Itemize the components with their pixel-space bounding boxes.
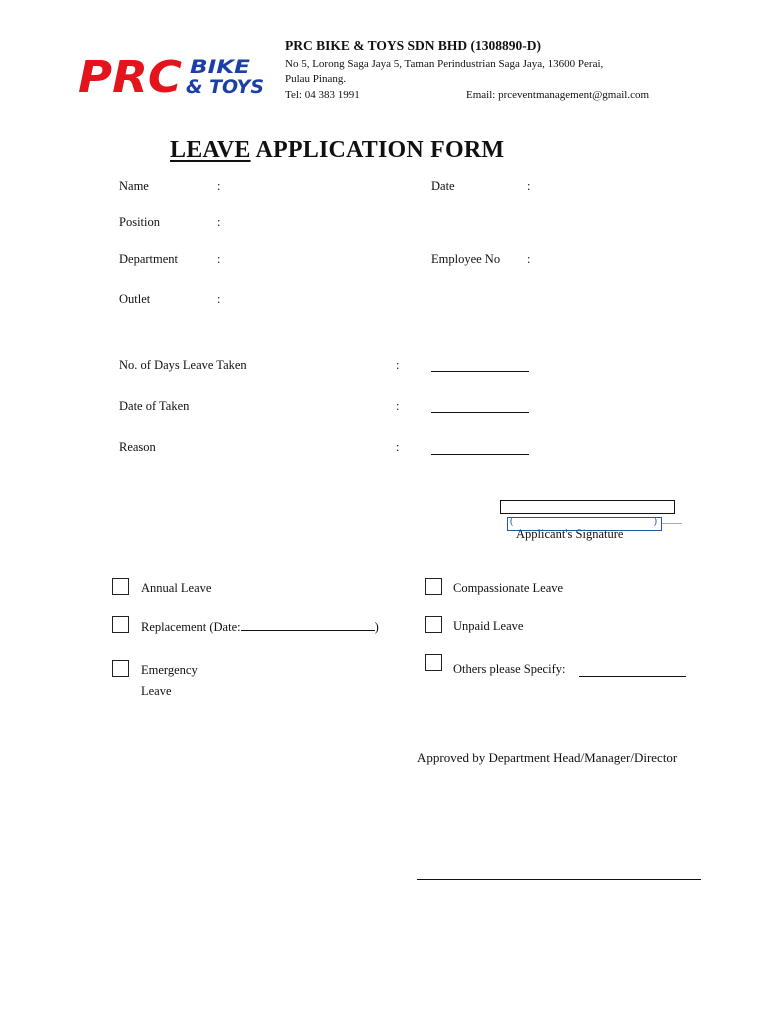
days-taken-field[interactable] bbox=[431, 371, 529, 372]
employee-no-label: Employee No bbox=[431, 252, 501, 266]
name-colon: : bbox=[217, 179, 221, 193]
company-name: PRC BIKE & TOYS SDN BHD (1308890-D) bbox=[285, 38, 542, 53]
date-taken-colon: : bbox=[396, 399, 400, 413]
company-email: Email: prceventmanagement@gmail.com bbox=[466, 89, 650, 101]
annual-leave-checkbox[interactable] bbox=[112, 578, 129, 595]
emergency-line-2: Leave bbox=[141, 684, 172, 698]
employee-no-colon: : bbox=[527, 252, 531, 266]
company-logo bbox=[78, 54, 266, 98]
reason-colon: : bbox=[396, 440, 400, 454]
logo-toys-text: & TOYS bbox=[186, 76, 264, 98]
replacement-leave-label bbox=[141, 619, 379, 635]
approved-by-label: Approved by Department Head/Manager/Director bbox=[417, 750, 678, 765]
date-colon: : bbox=[527, 179, 531, 193]
title-part-2: APPLICATION FORM bbox=[255, 137, 505, 163]
department-label: Department bbox=[119, 252, 179, 266]
emergency-leave-checkbox[interactable] bbox=[112, 660, 129, 677]
compassionate-leave-checkbox[interactable] bbox=[425, 578, 442, 595]
reason-label: Reason bbox=[119, 440, 156, 454]
emergency-leave-label bbox=[141, 660, 198, 702]
replacement-prefix: Replacement (Date: bbox=[141, 620, 241, 634]
company-tel: Tel: 04 383 1991 bbox=[285, 89, 360, 101]
address-line-1: No 5, Lorong Saga Jaya 5, Taman Perindustrian Saga Jaya, 13600 Perai, bbox=[285, 58, 604, 70]
unpaid-leave-checkbox[interactable] bbox=[425, 616, 442, 633]
name-label: Name bbox=[119, 179, 149, 193]
signature-connector bbox=[662, 523, 682, 524]
logo-prc-text: PRC bbox=[78, 54, 182, 98]
others-specify-field[interactable] bbox=[579, 676, 686, 677]
days-taken-label: No. of Days Leave Taken bbox=[119, 358, 247, 372]
others-leave-label: Others please Specify: bbox=[453, 662, 566, 676]
unpaid-leave-label: Unpaid Leave bbox=[453, 619, 524, 633]
others-leave-checkbox[interactable] bbox=[425, 654, 442, 671]
address-line-2: Pulau Pinang. bbox=[285, 73, 347, 85]
date-taken-label: Date of Taken bbox=[119, 399, 190, 413]
signature-open-paren: ( bbox=[510, 516, 514, 527]
outlet-label: Outlet bbox=[119, 292, 151, 306]
signature-label: Applicant's Signature bbox=[516, 527, 624, 541]
date-label: Date bbox=[431, 179, 455, 193]
replacement-suffix: ) bbox=[374, 620, 379, 634]
days-taken-colon: : bbox=[396, 358, 400, 372]
department-colon: : bbox=[217, 252, 221, 266]
signature-box[interactable] bbox=[500, 500, 675, 514]
title-part-1: LEAVE bbox=[170, 137, 251, 163]
signature-name-field[interactable] bbox=[507, 517, 662, 531]
logo-bike-text: BIKE bbox=[190, 56, 251, 78]
replacement-date-field[interactable] bbox=[241, 619, 375, 631]
company-address bbox=[285, 57, 603, 87]
replacement-leave-checkbox[interactable] bbox=[112, 616, 129, 633]
approval-signature-line[interactable] bbox=[417, 879, 701, 880]
date-taken-field[interactable] bbox=[431, 412, 529, 413]
position-label: Position bbox=[119, 215, 160, 229]
form-title bbox=[170, 137, 504, 164]
position-colon: : bbox=[217, 215, 221, 229]
reason-field[interactable] bbox=[431, 454, 529, 455]
compassionate-leave-label: Compassionate Leave bbox=[453, 581, 564, 595]
annual-leave-label: Annual Leave bbox=[141, 581, 212, 595]
outlet-colon: : bbox=[217, 292, 221, 306]
emergency-line-1: Emergency bbox=[141, 663, 198, 677]
signature-close-paren: ) bbox=[653, 516, 657, 527]
